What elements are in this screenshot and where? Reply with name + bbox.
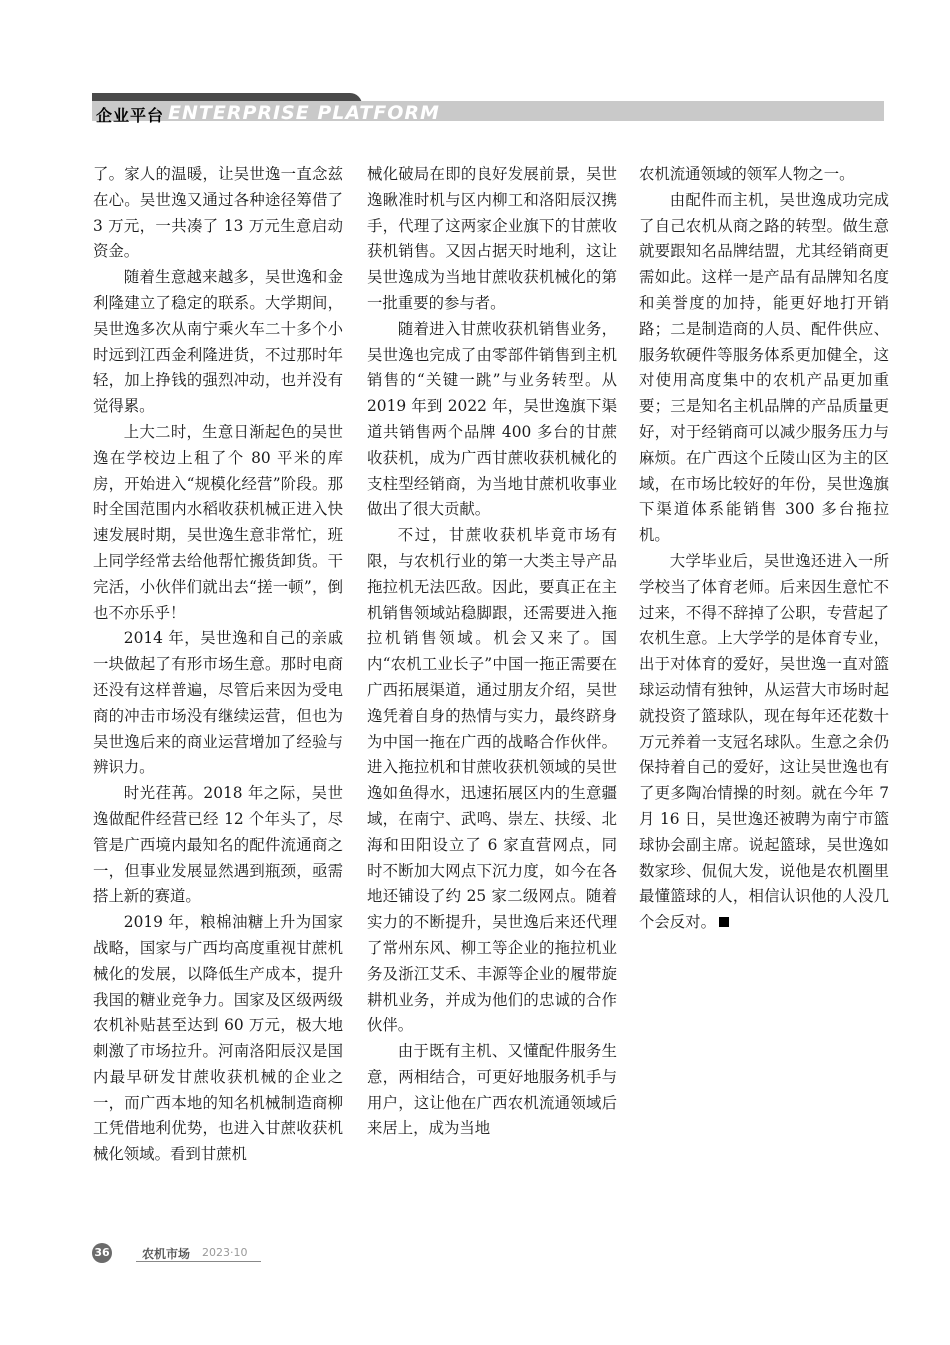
- section-title-cn: 企业平台: [96, 106, 165, 125]
- paragraph-text: 上大二时，生意日渐起色的吴世逸在学校边上租了个 80 平米的库房，开始进入“规模化经营”阶段。那时全国范围内水稻收获机械正进入快速发展时期，吴世逸生意非常忙，班上同学经常去给他帮忙搬货卸货。干完活，小伙伴们就出去“搓一顿”，倒也不亦乐乎！: [93, 422, 343, 622]
- issue-date: 2023·10: [202, 1246, 248, 1259]
- paragraph-text: 时光荏苒。2018 年之际，吴世逸做配件经营已经 12 个年头了，尽管是广西境内最知名的配件流通商之一，但事业发展显然遇到瓶颈，亟需搭上新的赛道。: [93, 784, 343, 906]
- article-paragraph: [93, 420, 343, 626]
- article-paragraph: [367, 162, 617, 317]
- paragraph-text: 2014 年，吴世逸和自己的亲戚一块做起了有形市场生意。那时电商还没有这样普遍，尽管后来因为受电商的冲击市场没有继续运营，但也为吴世逸后来的商业运营增加了经验与辨识力。: [93, 629, 343, 777]
- article-paragraph: [93, 626, 343, 781]
- paragraph-text: 2019 年，粮棉油糖上升为国家战略，国家与广西均高度重视甘蔗机械化的发展，以降低生产成本，提升我国的糖业竞争力。国家及区级两级农机补贴甚至达到 60 万元，极大地刺激了市场拉升。河南洛阳辰汉是国内最早研发甘蔗收获机械的企业之一，而广西本地的知名机械制造商柳工凭借地利优势，也进入甘蔗收获机械化领域。看到甘蔗机: [93, 913, 343, 1164]
- article-column-3: [639, 162, 889, 936]
- article-paragraph: [367, 317, 617, 523]
- article-paragraph: [93, 265, 343, 420]
- article-paragraph: [93, 781, 343, 910]
- paragraph-text: 随着生意越来越多，吴世逸和金利隆建立了稳定的联系。大学期间，吴世逸多次从南宁乘火车二十多个小时远到江西金利隆进货，不过那时年轻，加上挣钱的强烈冲动，也并没有觉得累。: [93, 268, 343, 416]
- paragraph-text: 农机流通领域的领军人物之一。: [639, 165, 855, 183]
- article-paragraph: [639, 162, 889, 188]
- article-column-1: [93, 162, 343, 1168]
- article-paragraph: [639, 549, 889, 936]
- paragraph-text: 由配件而主机，吴世逸成功完成了自己农机从商之路的转型。做生意就要跟知名品牌结盟，尤其经销商更需如此。这样一是产品有品牌知名度和美誉度的加持，能更好地打开销路；二是制造商的人员、配件供应、服务软硬件等服务体系更加健全，这对使用高度集中的农机产品更加重要；三是知名主机品牌的产品质量更好，对于经销商可以减少服务压力与麻烦。在广西这个丘陵山区为主的区域，在市场比较好的年份，吴世逸旗下渠道体系能销售 300 多台拖拉机。: [639, 190, 889, 545]
- article-paragraph: [367, 1039, 617, 1142]
- article-paragraph: [367, 523, 617, 1039]
- footer-rule: [136, 1261, 261, 1262]
- paragraph-text: 大学毕业后，吴世逸还进入一所学校当了体育老师。后来因生意忙不过来，不得不辞掉了公职，专营起了农机生意。上大学学的是体育专业，出于对体育的爱好，吴世逸一直对篮球运动情有独钟，从运营大市场时起就投资了篮球队，现在每年还花数十万元养着一支冠名球队。生意之余仍保持着自己的爱好，这让吴世逸也有了更多陶冶情操的时刻。就在今年 7 月 16 日，吴世逸还被聘为南宁市篮球协会副主席。说起篮球，吴世逸如数家珍、侃侃大发，说他是农机圈里最懂篮球的人，相信认识他的人没几个会反对。: [639, 551, 889, 932]
- paragraph-text: 不过，甘蔗收获机毕竟市场有限，与农机行业的第一大类主导产品拖拉机无法匹敌。因此，要真正在主机销售领域站稳脚跟，还需要进入拖拉机销售领域。机会又来了。国内“农机工业长子”中国一拖正需要在广西拓展渠道，通过朋友介绍，吴世逸凭着自身的热情与实力，最终跻身为中国一拖在广西的战略合作伙伴。进入拖拉机和甘蔗收获机领域的吴世逸如鱼得水，迅速拓展区内的生意疆域，在南宁、武鸣、崇左、扶绥、北海和田阳设立了 6 家直营网点，同时不断加大网点下沉力度，如今在各地还铺设了约 25 家二级网点。随着实力的不断提升，吴世逸后来还代理了常州东风、柳工等企业的拖拉机业务及浙江艾禾、丰源等企业的履带旋耕机业务，并成为他们的忠诚的合作伙伴。: [367, 526, 617, 1035]
- section-header: [92, 93, 884, 127]
- end-of-article-mark: [719, 917, 729, 927]
- section-title-en: ENTERPRISE PLATFORM: [168, 102, 440, 124]
- page-number: 36: [92, 1243, 112, 1263]
- paragraph-text: 由于既有主机、又懂配件服务生意，两相结合，可更好地服务机手与用户，这让他在广西农机流通领域后来居上，成为当地: [367, 1042, 617, 1138]
- paragraph-text: 随着进入甘蔗收获机销售业务，吴世逸也完成了由零部件销售到主机销售的“关键一跳”与业务转型。从 2019 年到 2022 年，吴世逸旗下渠道共销售两个品牌 400 多台的甘蔗收获机，成为广西甘蔗收获机械化的支柱型经销商，为当地甘蔗机收事业做出了很大贡献。: [367, 319, 617, 519]
- article-column-2: [367, 162, 617, 1142]
- article-paragraph: [639, 188, 889, 549]
- article-paragraph: [93, 162, 343, 265]
- paragraph-text: 了。家人的温暖，让吴世逸一直念兹在心。吴世逸又通过各种途径筹借了 3 万元，一共凑了 13 万元生意启动资金。: [93, 165, 343, 261]
- magazine-name: 农机市场: [142, 1247, 191, 1261]
- article-paragraph: [93, 910, 343, 1168]
- paragraph-text: 械化破局在即的良好发展前景，吴世逸瞅准时机与区内柳工和洛阳辰汉携手，代理了这两家企业旗下的甘蔗收获机销售。又因占据天时地利，这让吴世逸成为当地甘蔗收获机械化的第一批重要的参与者。: [367, 165, 617, 312]
- page-footer: [92, 1243, 262, 1263]
